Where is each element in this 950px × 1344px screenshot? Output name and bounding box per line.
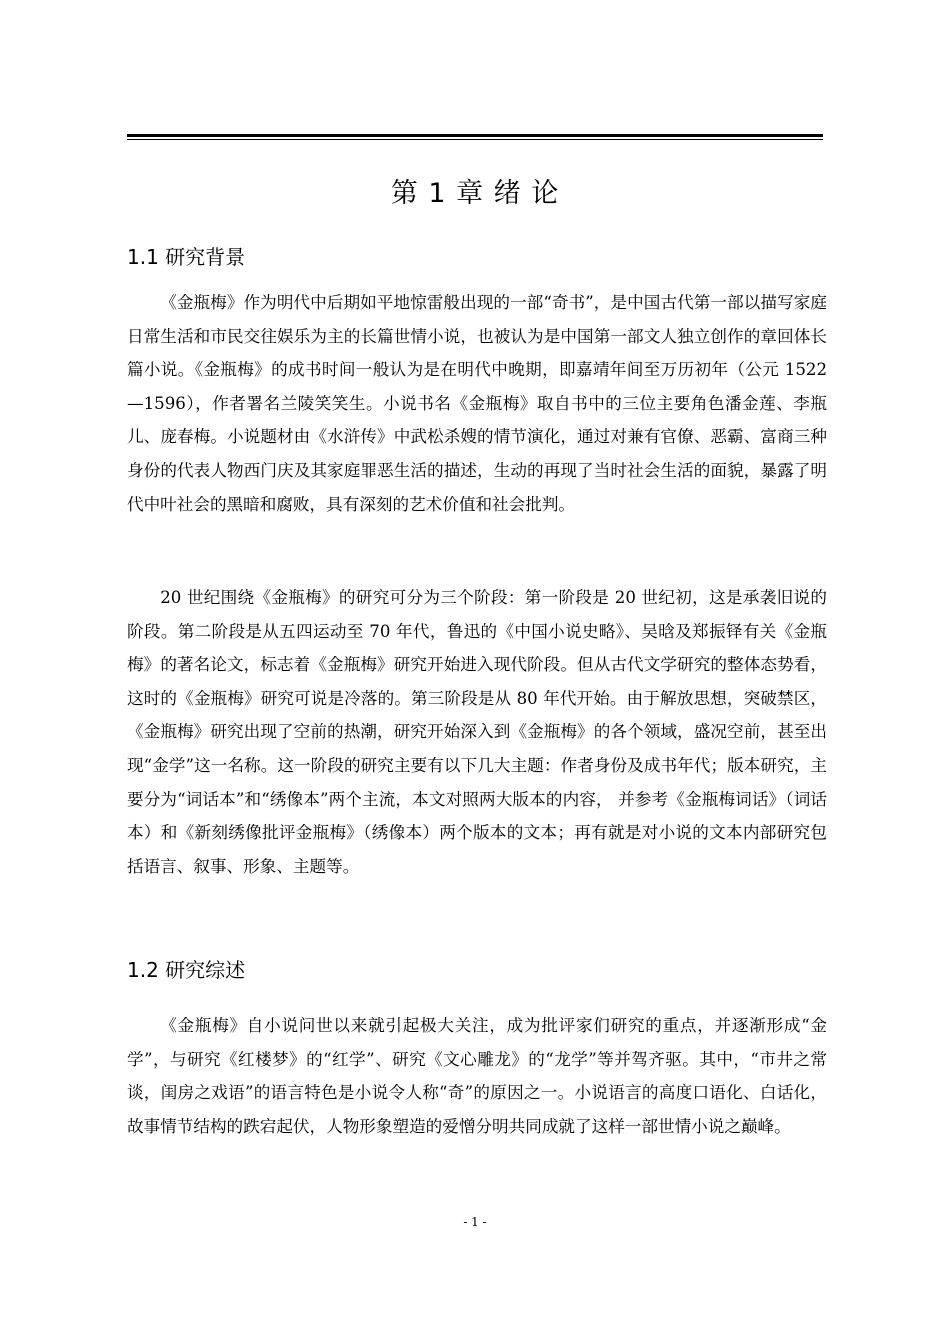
paragraph-background-2: 20 世纪围绕《金瓶梅》的研究可分为三个阶段：第一阶段是 20 世纪初，这是承袭旧说的阶段。第二阶段是从五四运动至 70 年代，鲁迅的《中国小说史略》、吴晗及郑振铎有关《金瓶梅》的著名论文，标志着《金瓶梅》研究开始进入现代阶段。但从古代文学研究的整体态势看，这时的《金瓶梅》研究可说是冷落的。第三阶段是从 80 年代开始。由于解放思想，突破禁区，《金瓶梅》研究出现了空前的热潮，研究开始深入到《金瓶梅》的各个领域，盛况空前，甚至出现“金学”这一名称。这一阶段的研究主要有以下几大主题：作者身份及成书年代；版本研究，主要分为“词话本”和“绣像本”两个主流，本文对照两大版本的内容， 并参考《金瓶梅词话》（词话本）和《新刻绣像批评金瓶梅》（绣像本）两个版本的文本；再有就是对小说的文本内部研究包括语言、叙事、形象、主题等。 — [127, 588, 827, 876]
section-heading-review: 1.2 研究综述 — [127, 958, 246, 982]
paragraph-background-1: 《金瓶梅》作为明代中后期如平地惊雷般出现的一部“奇书”，是中国古代第一部以描写家庭日常生活和市民交往娱乐为主的长篇世情小说，也被认为是中国第一部文人独立创作的章回体长篇小说。《金瓶梅》的成书时间一般认为是在明代中晚期，即嘉靖年间至万历初年（公元 1522—1596），作者署名兰陵笑笑生。小说书名《金瓶梅》取自书中的三位主要角色潘金莲、李瓶儿、庞春梅。小说题材由《水浒传》中武松杀嫂的情节演化，通过对兼有官僚、恶霸、富商三种身份的代表人物西门庆及其家庭罪恶生活的描述，生动的再现了当时社会生活的面貌，暴露了明代中叶社会的黑暗和腐败，具有深刻的艺术价值和社会批判。 — [127, 293, 827, 514]
page-number: - 1 - — [463, 1215, 487, 1229]
header-rule-thin — [127, 139, 823, 140]
header-rule-thick — [127, 134, 823, 137]
section-heading-background: 1.1 研究背景 — [127, 245, 246, 269]
paragraph-review-1: 《金瓶梅》自小说问世以来就引起极大关注，成为批评家们研究的重点，并逐渐形成“金学”，与研究《红楼梦》的“红学”、研究《文心雕龙》的“龙学”等并驾齐驱。其中，“市井之常谈，闺房之戏语”的语言特色是小说令人称“奇”的原因之一。小说语言的高度口语化、白话化，故事情节结构的跌宕起伏，人物形象塑造的爱憎分明共同成就了这样一部世情小说之巅峰。 — [127, 1016, 827, 1136]
chapter-title: 第 1 章 绪 论 — [390, 178, 560, 209]
